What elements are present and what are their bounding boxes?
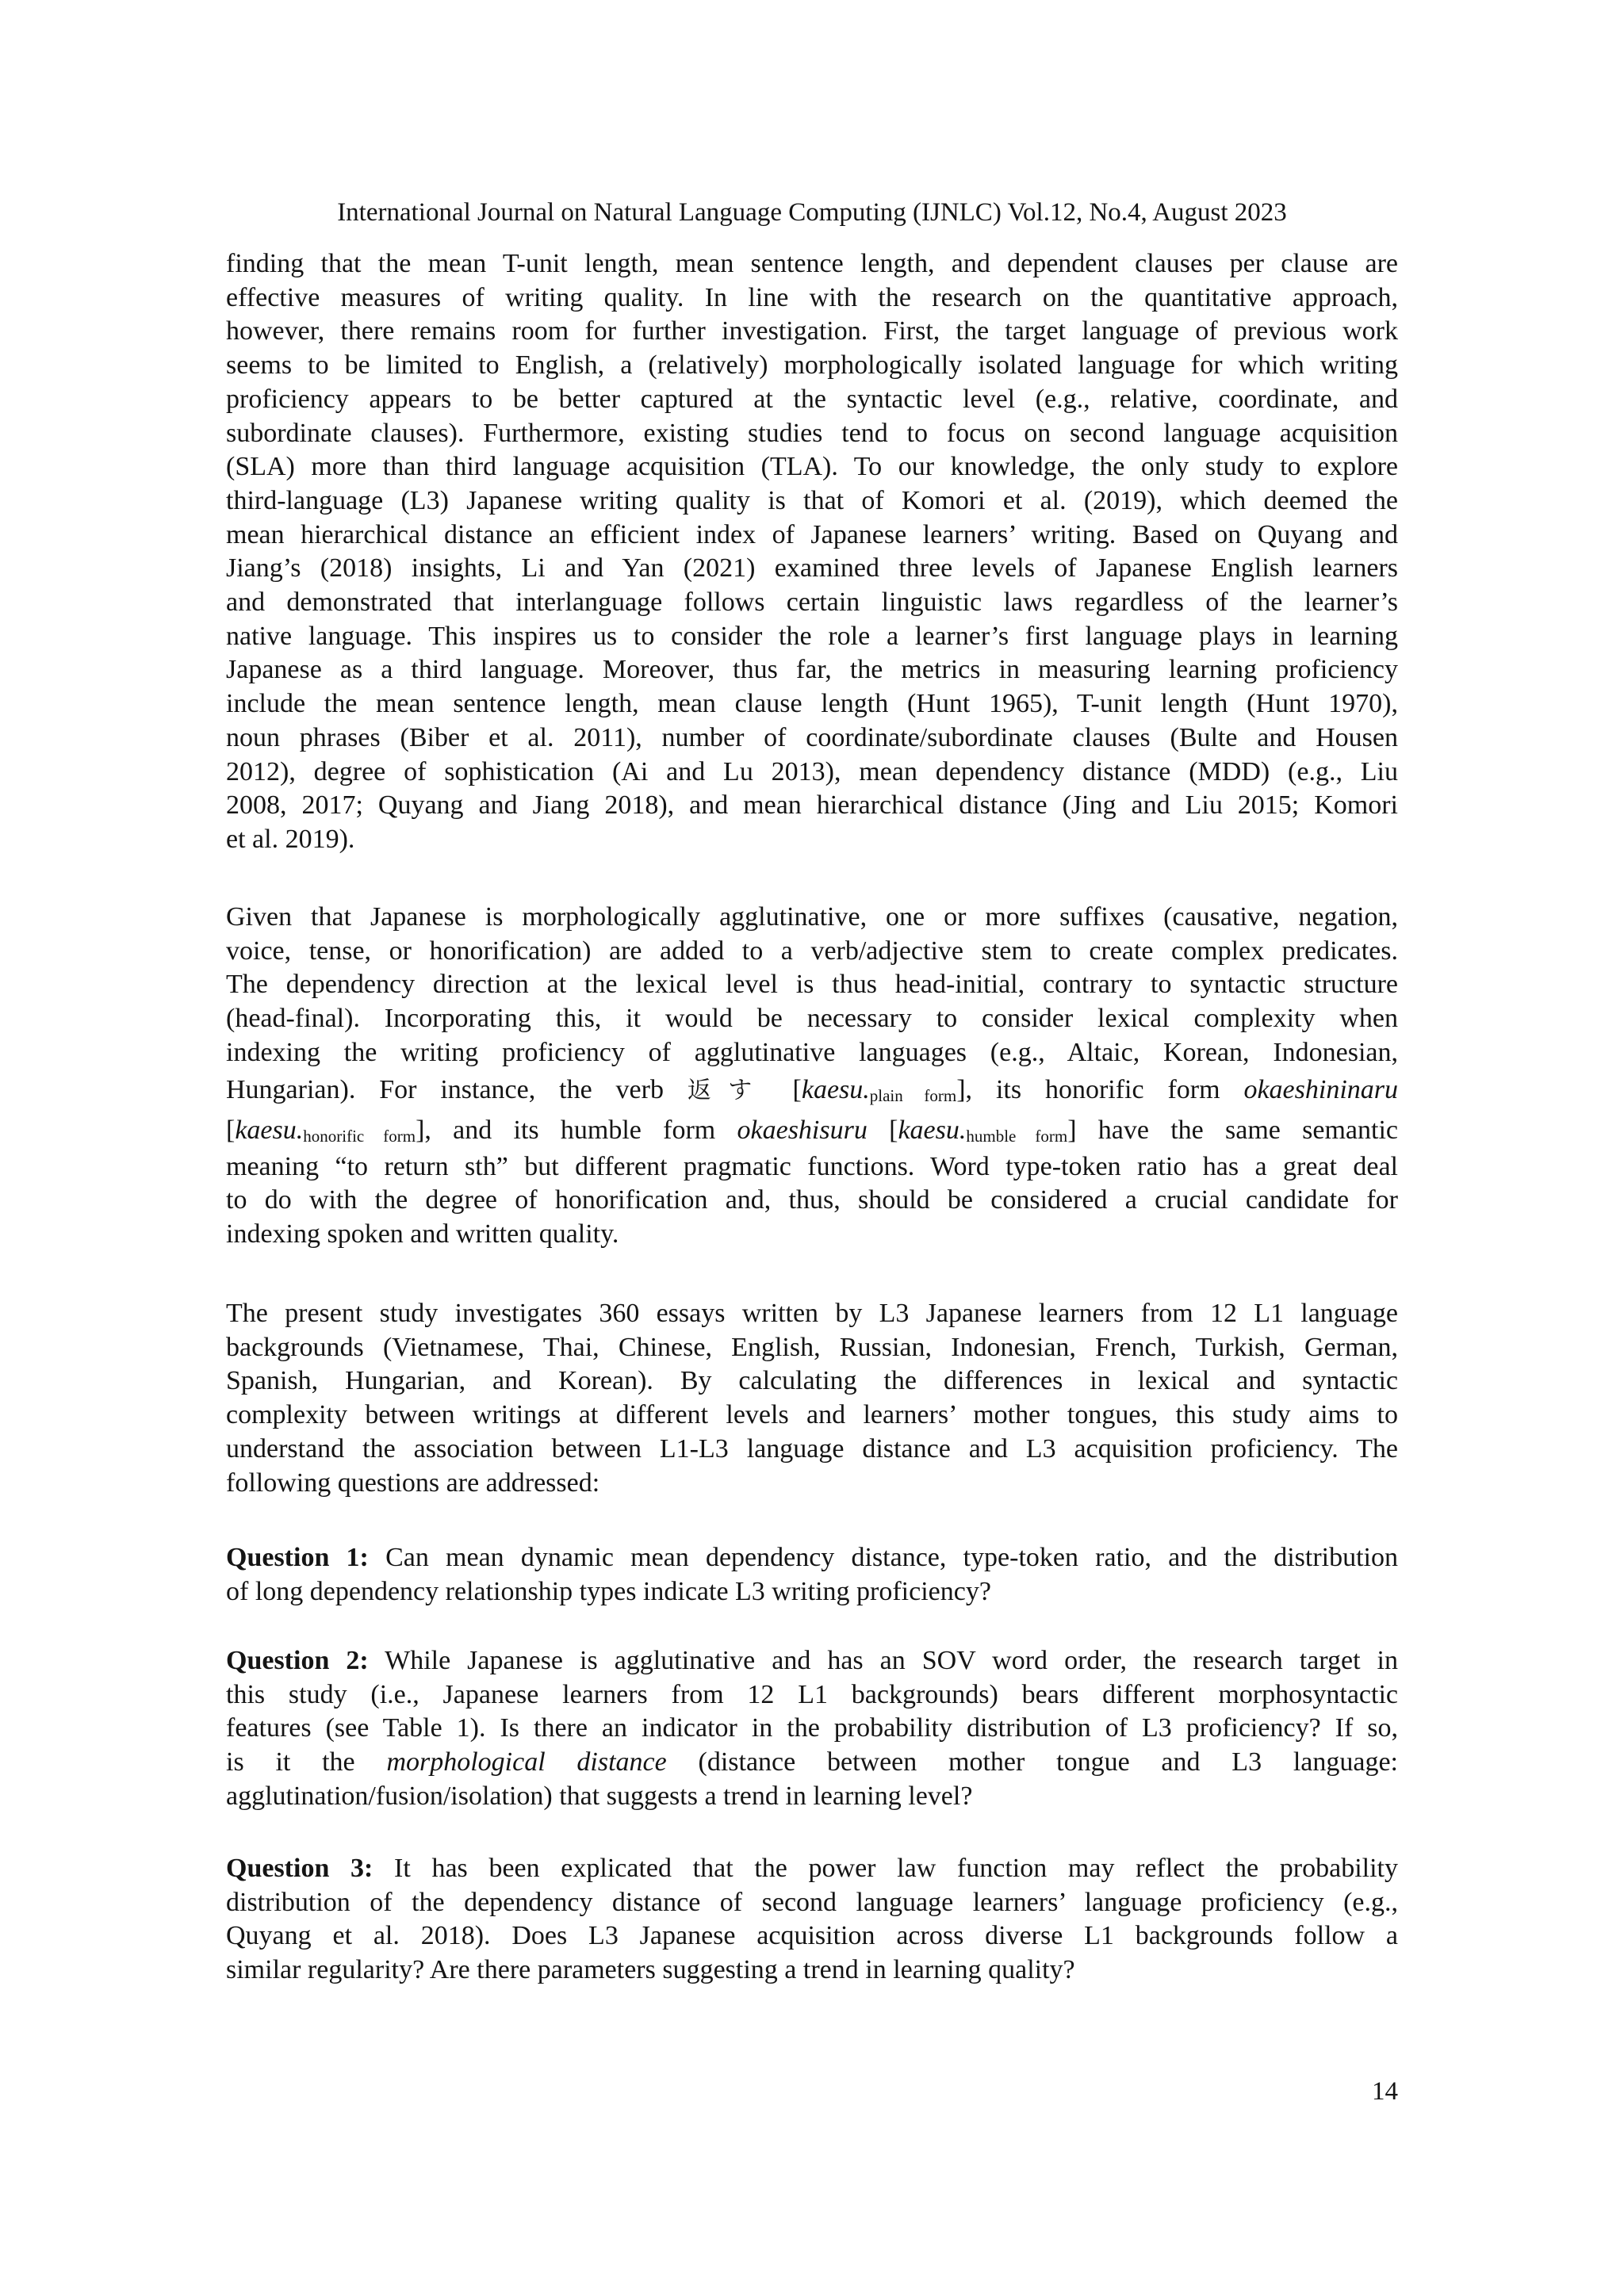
romanized-term: okaeshininaru — [1243, 1074, 1399, 1104]
text-line: include the mean sentence length, mean clause length (Hunt 1965), T-unit length (Hunt 1970), — [226, 689, 1398, 719]
text-line: mean hierarchical distance an efficient index of Japanese learners’ writing. Based on Quyang and — [226, 519, 1398, 549]
text-line: Japanese as a third language. Moreover, thus far, the metrics in measuring learning proficiency — [226, 655, 1398, 685]
running-header — [0, 197, 1624, 228]
text-line: to do with the degree of honorification and, thus, should be considered a crucial candidate for — [226, 1185, 1398, 1215]
question-label: Question 3: — [226, 1854, 373, 1883]
question-3 — [226, 1852, 1398, 1988]
paragraph-3 — [226, 1297, 1398, 1500]
text-run: [ — [768, 1074, 802, 1104]
text-line: similar regularity? Are there parameters suggesting a trend in learning quality? — [226, 1955, 1075, 1985]
text-run: While Japanese is agglutinative and has an SOV word order, the research target in — [368, 1646, 1398, 1675]
text-run: (distance between mother tongue and L3 language: — [666, 1747, 1399, 1777]
text-run: ], and its humble form — [416, 1115, 737, 1145]
page-number: 14 — [1372, 2077, 1398, 2106]
text-line: Given that Japanese is morphologically agglutinative, one or more suffixes (causative, negation, — [226, 902, 1398, 932]
text-line — [226, 1746, 1398, 1780]
text-line: 2012), degree of sophistication (Ai and Lu 2013), mean dependency distance (MDD) (e.g., Liu — [226, 756, 1398, 786]
romanized-term: kaesu. — [235, 1115, 304, 1145]
text-line: voice, tense, or honorification) are added to a verb/adjective stem to create complex predicates. — [226, 936, 1398, 966]
text-line: The dependency direction at the lexical level is thus head-initial, contrary to syntactic structure — [226, 970, 1398, 1000]
text-line: (head-final). Incorporating this, it would be necessary to consider lexical complexity when — [226, 1004, 1398, 1034]
text-line: subordinate clauses). Furthermore, existing studies tend to focus on second language acquisition — [226, 418, 1398, 448]
text-line: this study (i.e., Japanese learners from 12 L1 backgrounds) bears different morphosyntactic — [226, 1679, 1398, 1709]
text-line: 2008, 2017; Quyang and Jiang 2018), and mean hierarchical distance (Jing and Liu 2015; Komori — [226, 790, 1398, 821]
text-line-verb-example — [226, 1070, 1398, 1111]
text-run: [ — [226, 1115, 236, 1145]
text-line: seems to be limited to English, a (relatively) morphologically isolated language for which writing — [226, 350, 1398, 381]
paragraph-1 — [226, 247, 1398, 857]
text-line: following questions are addressed: — [226, 1468, 600, 1498]
text-line: et al. 2019). — [226, 824, 355, 854]
text-run: ], its honorific form — [956, 1074, 1244, 1104]
journal-line: International Journal on Natural Language Computing (IJNLC) Vol.12, No.4, August 2023 — [337, 198, 1287, 227]
text-line — [226, 1644, 1398, 1678]
text-line: native language. This inspires us to consider the role a learner’s first language plays in learning — [226, 621, 1398, 651]
text-line: effective measures of writing quality. In line with the research on the quantitative approach, — [226, 282, 1398, 312]
text-line: understand the association between L1-L3 language distance and L3 acquisition proficiency. The — [226, 1433, 1398, 1464]
japanese-verb: 返す — [687, 1076, 769, 1104]
text-line — [226, 1541, 1398, 1575]
question-2 — [226, 1644, 1398, 1814]
text-line: third-language (L3) Japanese writing quality is that of Komori et al. (2019), which deemed the — [226, 485, 1398, 515]
text-line: meaning “to return sth” but different pragmatic functions. Word type-token ratio has a great deal — [226, 1151, 1398, 1181]
text-line: Jiang’s (2018) insights, Li and Yan (2021) examined three levels of Japanese English learners — [226, 553, 1398, 584]
text-line: proficiency appears to be better captured at the syntactic level (e.g., relative, coordinate, and — [226, 384, 1398, 414]
text-line: Quyang et al. 2018). Does L3 Japanese acquisition across diverse L1 backgrounds follow a — [226, 1921, 1398, 1951]
text-run: It has been explicated that the power law function may reflect the probability — [373, 1854, 1398, 1883]
text-line: The present study investigates 360 essays written by L3 Japanese learners from 12 L1 language — [226, 1299, 1398, 1328]
subscript-label: plain form — [869, 1085, 957, 1105]
romanized-term: kaesu. — [801, 1074, 870, 1104]
text-line: Spanish, Hungarian, and Korean). By calculating the differences in lexical and syntactic — [226, 1366, 1398, 1396]
text-run: ] have the same semantic — [1067, 1115, 1398, 1145]
text-line: backgrounds (Vietnamese, Thai, Chinese, English, Russian, Indonesian, French, Turkish, German, — [226, 1332, 1398, 1362]
text-line-verb-forms — [226, 1111, 1398, 1150]
text-line: agglutination/fusion/isolation) that suggests a trend in learning level? — [226, 1781, 973, 1811]
text-run: [ — [867, 1115, 898, 1145]
text-line: complexity between writings at different levels and learners’ mother tongues, this study aims to — [226, 1400, 1398, 1430]
text-line: features (see Table 1). Is there an indicator in the probability distribution of L3 proficiency? If so, — [226, 1713, 1398, 1743]
subscript-label: humble form — [966, 1126, 1068, 1146]
question-label: Question 2: — [226, 1646, 369, 1675]
text-line: finding that the mean T-unit length, mean sentence length, and dependent clauses per clause are — [226, 249, 1398, 278]
question-1 — [226, 1541, 1398, 1609]
text-line — [226, 1852, 1398, 1886]
text-line: and demonstrated that interlanguage follows certain linguistic laws regardless of the learner’s — [226, 587, 1398, 618]
text-line: however, there remains room for further investigation. First, the target language of previous work — [226, 316, 1398, 346]
text-line: of long dependency relationship types indicate L3 writing proficiency? — [226, 1576, 991, 1606]
romanized-term: kaesu. — [898, 1115, 967, 1145]
paragraph-2 — [226, 901, 1398, 1252]
question-label: Question 1: — [226, 1543, 369, 1572]
text-line: indexing spoken and written quality. — [226, 1219, 619, 1249]
text-run: is it the — [226, 1747, 387, 1777]
text-line: indexing the writing proficiency of agglutinative languages (e.g., Altaic, Korean, Indonesian, — [226, 1037, 1398, 1067]
text-run: Hungarian). For instance, the verb — [226, 1074, 688, 1104]
emphasis-term: morphological distance — [386, 1747, 667, 1777]
text-line: noun phrases (Biber et al. 2011), number of coordinate/subordinate clauses (Bulte and Housen — [226, 722, 1398, 752]
text-run: Can mean dynamic mean dependency distance, type-token ratio, and the distribution — [368, 1543, 1398, 1572]
romanized-term: okaeshisuru — [737, 1115, 868, 1145]
subscript-label: honorific form — [303, 1126, 416, 1146]
text-line: (SLA) more than third language acquisition (TLA). To our knowledge, the only study to explore — [226, 452, 1398, 482]
text-line: distribution of the dependency distance of second language learners’ language proficiency (e.g., — [226, 1887, 1398, 1917]
